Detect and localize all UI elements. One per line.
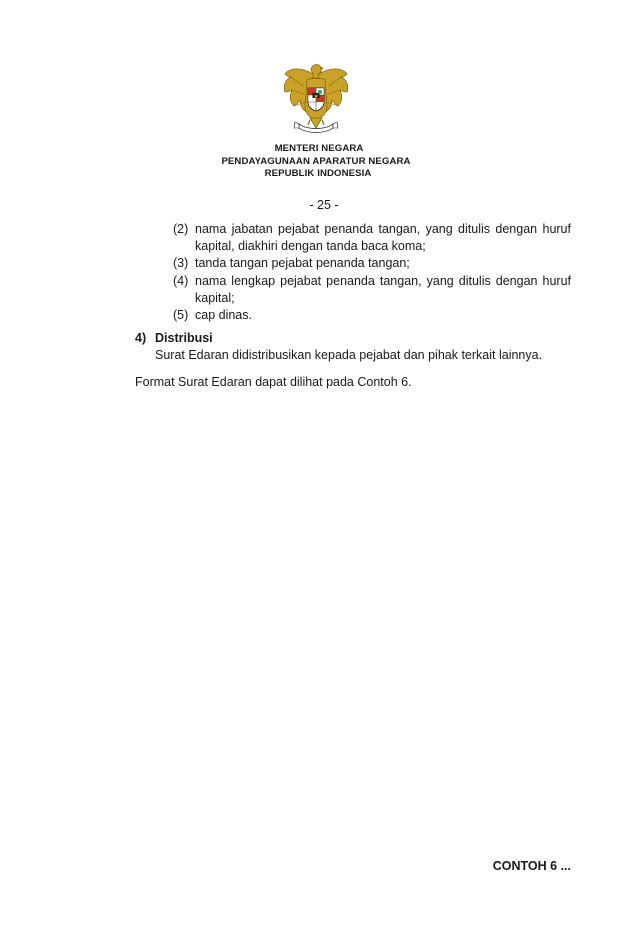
- list-item: [173, 255, 571, 272]
- format-note: Format Surat Edaran dapat dilihat pada Contoh 6.: [135, 375, 412, 389]
- list-item-number: (5): [173, 308, 189, 323]
- list-item-number: (3): [173, 256, 189, 271]
- list-item-number: (2): [173, 222, 189, 236]
- section-number: 4): [135, 331, 147, 345]
- page-number: - 25 -: [309, 198, 339, 212]
- letterhead-line-3: REPUBLIK INDONESIA: [264, 168, 372, 179]
- list-item-number: (4): [173, 273, 189, 288]
- list-item-text: cap dinas.: [195, 308, 252, 323]
- list-item: [173, 307, 571, 324]
- garuda-emblem-icon: [277, 62, 355, 138]
- section-body: Surat Edaran didistribusikan kepada pejabat dan pihak terkait lainnya.: [155, 348, 543, 363]
- numbered-list: [173, 221, 571, 324]
- continuation-footer: CONTOH 6 ...: [492, 859, 571, 873]
- section-heading: [135, 330, 575, 347]
- list-item-text: tanda tangan pejabat penanda tangan;: [195, 256, 410, 271]
- section-title: Distribusi: [155, 331, 213, 345]
- list-item: [173, 273, 571, 307]
- list-item-text: nama lengkap pejabat penanda tangan, yang ditulis dengan huruf kapital;: [195, 273, 571, 305]
- letterhead-line-2: PENDAYAGUNAAN APARATUR NEGARA: [221, 155, 411, 167]
- letterhead: [0, 143, 638, 181]
- list-item-text: nama jabatan pejabat penanda tangan, yang ditulis dengan huruf kapital, diakhiri dengan tanda baca koma;: [195, 222, 571, 254]
- list-item: [173, 221, 571, 255]
- letterhead-line-1: MENTERI NEGARA: [274, 143, 364, 154]
- section-distribusi: [135, 330, 575, 364]
